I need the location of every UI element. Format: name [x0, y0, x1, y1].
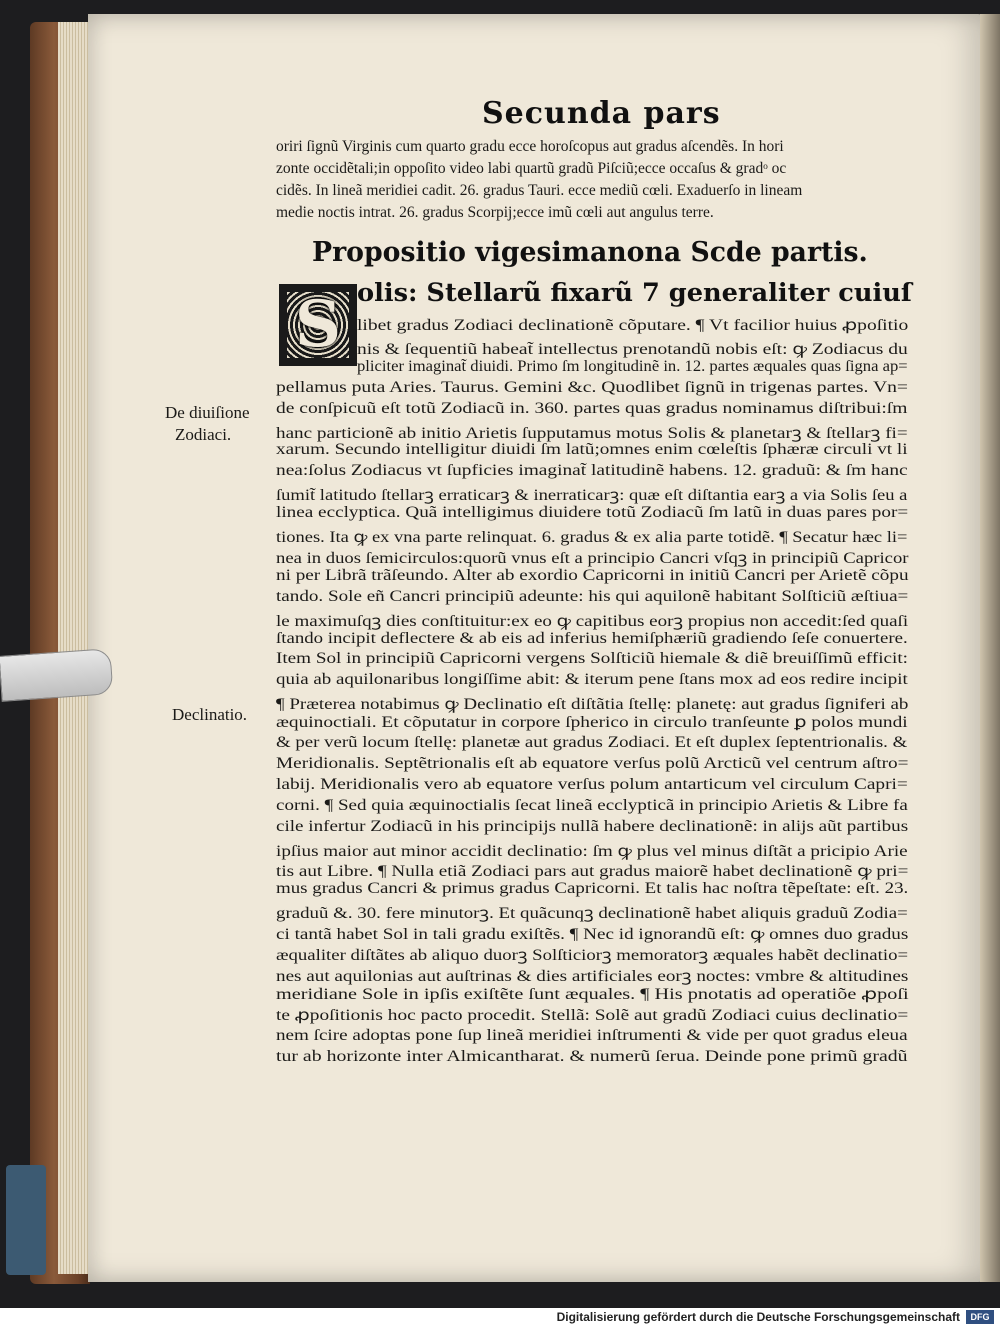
text-line: ipſius maior aut minor accidit declinatio: ſm ꝙ plus vel minus diſtãt a pricipio Arie	[276, 843, 908, 860]
initial-letter: S	[294, 287, 342, 362]
text-line: tis aut Libre. ¶ Nulla etiã Zodiaci pars aut gradus maiorẽ habet declinationẽ ꝙ pri=	[276, 863, 909, 880]
book-cover-label	[6, 1165, 46, 1275]
footer-bar	[0, 1308, 1000, 1326]
text-line: ¶ Præterea notabimus ꝙ Declinatio eſt diſtãtia ſtellę: planetę: aut gradus ſigniferi ab	[276, 696, 909, 713]
text-line: æqualiter diſtãtes ab aliquo duorꝫ Solſticiorꝫ memoratorꝫ æquales habẽt declinatio=	[276, 947, 909, 964]
text-line: æquinoctiali. Et cõputatur in corpore ſpherico in circulo tranſeunte ꝑ polos mundi	[276, 714, 908, 731]
text-line: tur ab horizonte inter Almicantharat. & numerũ ſerua. Deinde pone primũ gradũ	[276, 1048, 908, 1065]
decorated-initial	[279, 284, 357, 366]
text-line: linea ecclyptica. Quã intelligimus diuidere totũ Zodiacũ ſm latũ in duas pares por=	[276, 504, 909, 521]
text-line: pellamus puta Aries. Taurus. Gemini &c. Quodlibet ſignũ in trigenas partes. Vn=	[276, 379, 908, 396]
text-line: ſumit̃ latitudo ſtellarꝫ erraticarꝫ & inerraticarꝫ: quæ eſt diſtantia earꝫ a via Solis ſeu a	[276, 487, 908, 504]
text-line: medie noctis intrat. 26. gradus Scorpij;ecce imũ cœli aut angulus terre.	[276, 204, 714, 221]
page-gutter	[980, 14, 1000, 1282]
text-line: de conſpicuũ eſt totũ Zodiacũ in. 360. partes quas gradus nominamus diſtribui:ſm	[276, 400, 908, 417]
margin-note-divisione-2: Zodiaci.	[175, 425, 232, 444]
text-line: pliciter imaginat̃ diuidi. Primo ſm longitudinẽ in. 12. partes æquales quas ſigna ap=	[357, 358, 908, 375]
incipit-line: olis: Stellarũ fixarũ 7 generaliter cuiuſ	[357, 278, 912, 307]
text-line: nis & ſequentiũ habeat̃ intellectus prenotandũ nobis eſt: ꝙ Zodiacus du	[357, 341, 908, 358]
text-line: ci tantã habet Sol in tali gradu exiſtẽs. ¶ Nec id ignorandũ eſt: ꝙ omnes duo gradus	[276, 926, 909, 943]
text-line: nea:ſolus Zodiacus vt ſupficies imaginat̃ latitudinẽ habens. 12. graduũ: & ſm hanc	[276, 462, 908, 479]
text-line: nea in duos ſemicirculos:quorũ vnus eſt a principio Cancri vſqꝫ in principiũ Capricor	[276, 550, 909, 567]
text-line: le maximuſqꝫ dies conſtituitur:ex eo ꝙ capitibus eorꝫ propius non accedit:ſed quaſi	[276, 613, 909, 630]
text-line: meridiane Sole in ipſis exiſtẽte ſunt æquales. ¶ His pnotatis ad operatiõe ꝓpoſi	[276, 986, 909, 1003]
text-line: quia ab aquilonaribus longiſſime abit: & iterum pene ſtans mox ad eos redire incipit	[276, 671, 908, 688]
text-line: tando. Sole eñ Cancri principiũ adeunte: his qui aquilonẽ habitant Solſticiũ æſtiua=	[276, 588, 909, 605]
text-line: cile infertur Zodiacũ in his principijs nullã habere declinationẽ: in alijs aũt partibus	[276, 818, 909, 835]
page-holder-strip	[0, 648, 113, 702]
text-line: graduũ &. 30. fere minutorꝫ. Et quãcunqꝫ declinationẽ habet aliquis graduũ Zodia=	[276, 905, 908, 922]
text-line: mus gradus Cancri & primus gradus Capricorni. Et talis hac noſtra tẽpeſtate: eſt. 23.	[276, 880, 909, 897]
margin-note-divisione-1: De diuiſione	[165, 403, 250, 422]
text-line: ſtando incipit deflectere & ab eis ad inferius hemiſphæriũ gradiendo ſeſe conuertere.	[276, 630, 908, 647]
text-line: ni per Librã trãſeundo. Alter ab exordio Capricorni in initiũ Cancri per Arietẽ cõpu	[276, 567, 909, 584]
margin-note-declinatio: Declinatio.	[172, 705, 248, 724]
text-line: oriri ſignũ Virginis cum quarto gradu ecce horoſcopus aut gradus aſcendẽs. In hori	[276, 138, 784, 155]
text-line: cidẽs. In lineã meridiei cadit. 26. gradus Tauri. ecce mediũ cœli. Exaduerſo in lineam	[276, 182, 803, 199]
text-line: nes aut aquilonias aut auſtrinas & dies artificiales eorꝫ noctes: vmbre & altitudines	[276, 968, 909, 985]
footer-credit: Digitalisierung gefördert durch die Deutsche Forschungsgemeinschaft	[556, 1310, 960, 1324]
dfg-logo: DFG	[966, 1310, 994, 1324]
text-line: labij. Meridionalis vero ab equatore verſus polum antarticum vel circulum Capri=	[276, 776, 908, 793]
text-line: corni. ¶ Sed quia æquinoctialis ſecat lineã ecclypticã in principio Arietis & Libre fa	[276, 797, 908, 814]
text-line: xarum. Secundo intelligitur diuidi ſm latũ;omnes enim cœleſtis ſphæræ circuli vt li	[276, 441, 908, 458]
text-line: & per verũ locum ſtellę: planetæ aut gradus Zodiaci. Et eſt duplex ſeptentrionalis. &	[276, 734, 908, 751]
text-line: te ꝓpoſitionis hoc pacto procedit. Stellã: Solẽ aut gradũ Zodiaci cuius declinatio=	[276, 1007, 909, 1024]
text-line: hanc particionẽ ab initio Arietis ſupputamus motus Solis & planetarꝫ & ſtellarꝫ fi=	[276, 425, 908, 442]
text-line: libet gradus Zodiaci declinationẽ cõputare. ¶ Vt facilior huius ꝓpoſitio	[357, 317, 909, 334]
text-line: nem ſcire adoptas pone ſup lineã meridiei inſtrumenti & vide per quot gradus eleua	[276, 1027, 908, 1044]
running-head: Secunda pars	[482, 96, 721, 131]
text-line: zonte occidẽtali;in oppoſito video labi quartũ gradũ Piſciũ;ecce occaſus & gradᵒ oc	[276, 160, 787, 177]
text-line: tiones. Ita ꝙ ex vna parte relinquat. 6. gradus & ex alia parte totidẽ. ¶ Secatur hæc li=	[276, 529, 908, 546]
text-line: Meridionalis. Septẽtrionalis eſt ab equatore verſus polũ Arcticũ vel centrum aſtro=	[276, 755, 909, 772]
proposition-title: Propositio vigesimanona Scde partis.	[312, 237, 868, 268]
text-line: Item Sol in principiũ Capricorni vergens Solſticiũ hiemale & diẽ breuiſſimũ efficit:	[276, 650, 908, 667]
